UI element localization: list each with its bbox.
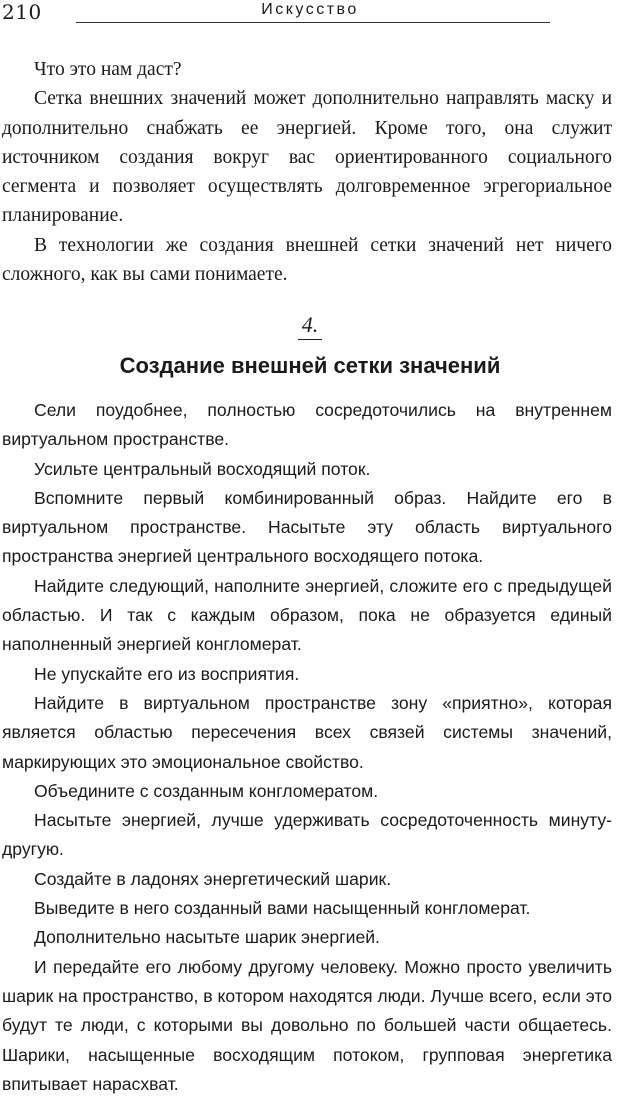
paragraph: В технологии же создания внешней сетки значений нет ничего сложного, как вы сами понимаете. [2,234,612,286]
instruction-paragraph: Сели поудобнее, полностью сосредоточились на внутреннем виртуальном пространстве. [2,400,612,450]
instruction-paragraph: Создайте в ладонях энергетический шарик. [34,868,392,889]
instruction-paragraph: Выведите в него созданный вами насыщенный конгломерат. [34,898,531,919]
section-title: Создание внешней сетки значений [119,353,501,378]
paragraph: Сетка внешних значений может дополнительно направлять маску и дополнительно снабжать ее энергией. Кроме того, она служит источником создания вокруг вас ориентированного социального сегмента и позволяет осуществлять долговременное эгрегориальное планирование. [2,88,612,227]
section-number: 4. [0,312,620,338]
instruction-paragraph: Объедините с созданным конгломератом. [34,780,379,801]
intro-text [2,55,612,289]
instruction-paragraph: Найдите в виртуальном пространстве зону «приятно», которая является областью пересечения всех связей системы значений, маркирующих это эмоциональное свойство. [2,692,612,772]
instruction-paragraph: И передайте его любому другому человеку. Можно просто увеличить шарик на пространство, в котором находятся люди. Лучше всего, если это будут те люди, с которыми вы довольно по большей части общаетесь. Шарики, насыщенные восходящим потоком, групповая энергетика впитывает нарасхват. [2,956,612,1094]
instruction-paragraph: Найдите следующий, наполните энергией, сложите его с предыдущей областью. И так с каждым образом, пока не образуется единый наполненный энергией конгломерат. [2,575,612,655]
instruction-paragraph: Дополнительно насытьте шарик энергией. [34,927,380,948]
instruction-paragraph: Вспомните первый комбинированный образ. Найдите его в виртуальном пространстве. Насытьте эту область виртуального пространства энергией центрального восходящего потока. [2,487,612,567]
instruction-paragraph: Насытьте энергией, лучше удерживать сосредоточенность минуту-другую. [2,810,612,860]
instruction-paragraph: Не упускайте его из восприятия. [34,663,300,684]
paragraph: Что это нам даст? [34,59,182,80]
instruction-paragraph: Усильте центральный восходящий поток. [34,458,371,479]
header-rule [76,22,550,23]
page-number: 210 [2,0,42,24]
page-header [0,0,620,34]
instructions-text [2,396,612,1099]
running-title: Искусство [240,1,380,19]
